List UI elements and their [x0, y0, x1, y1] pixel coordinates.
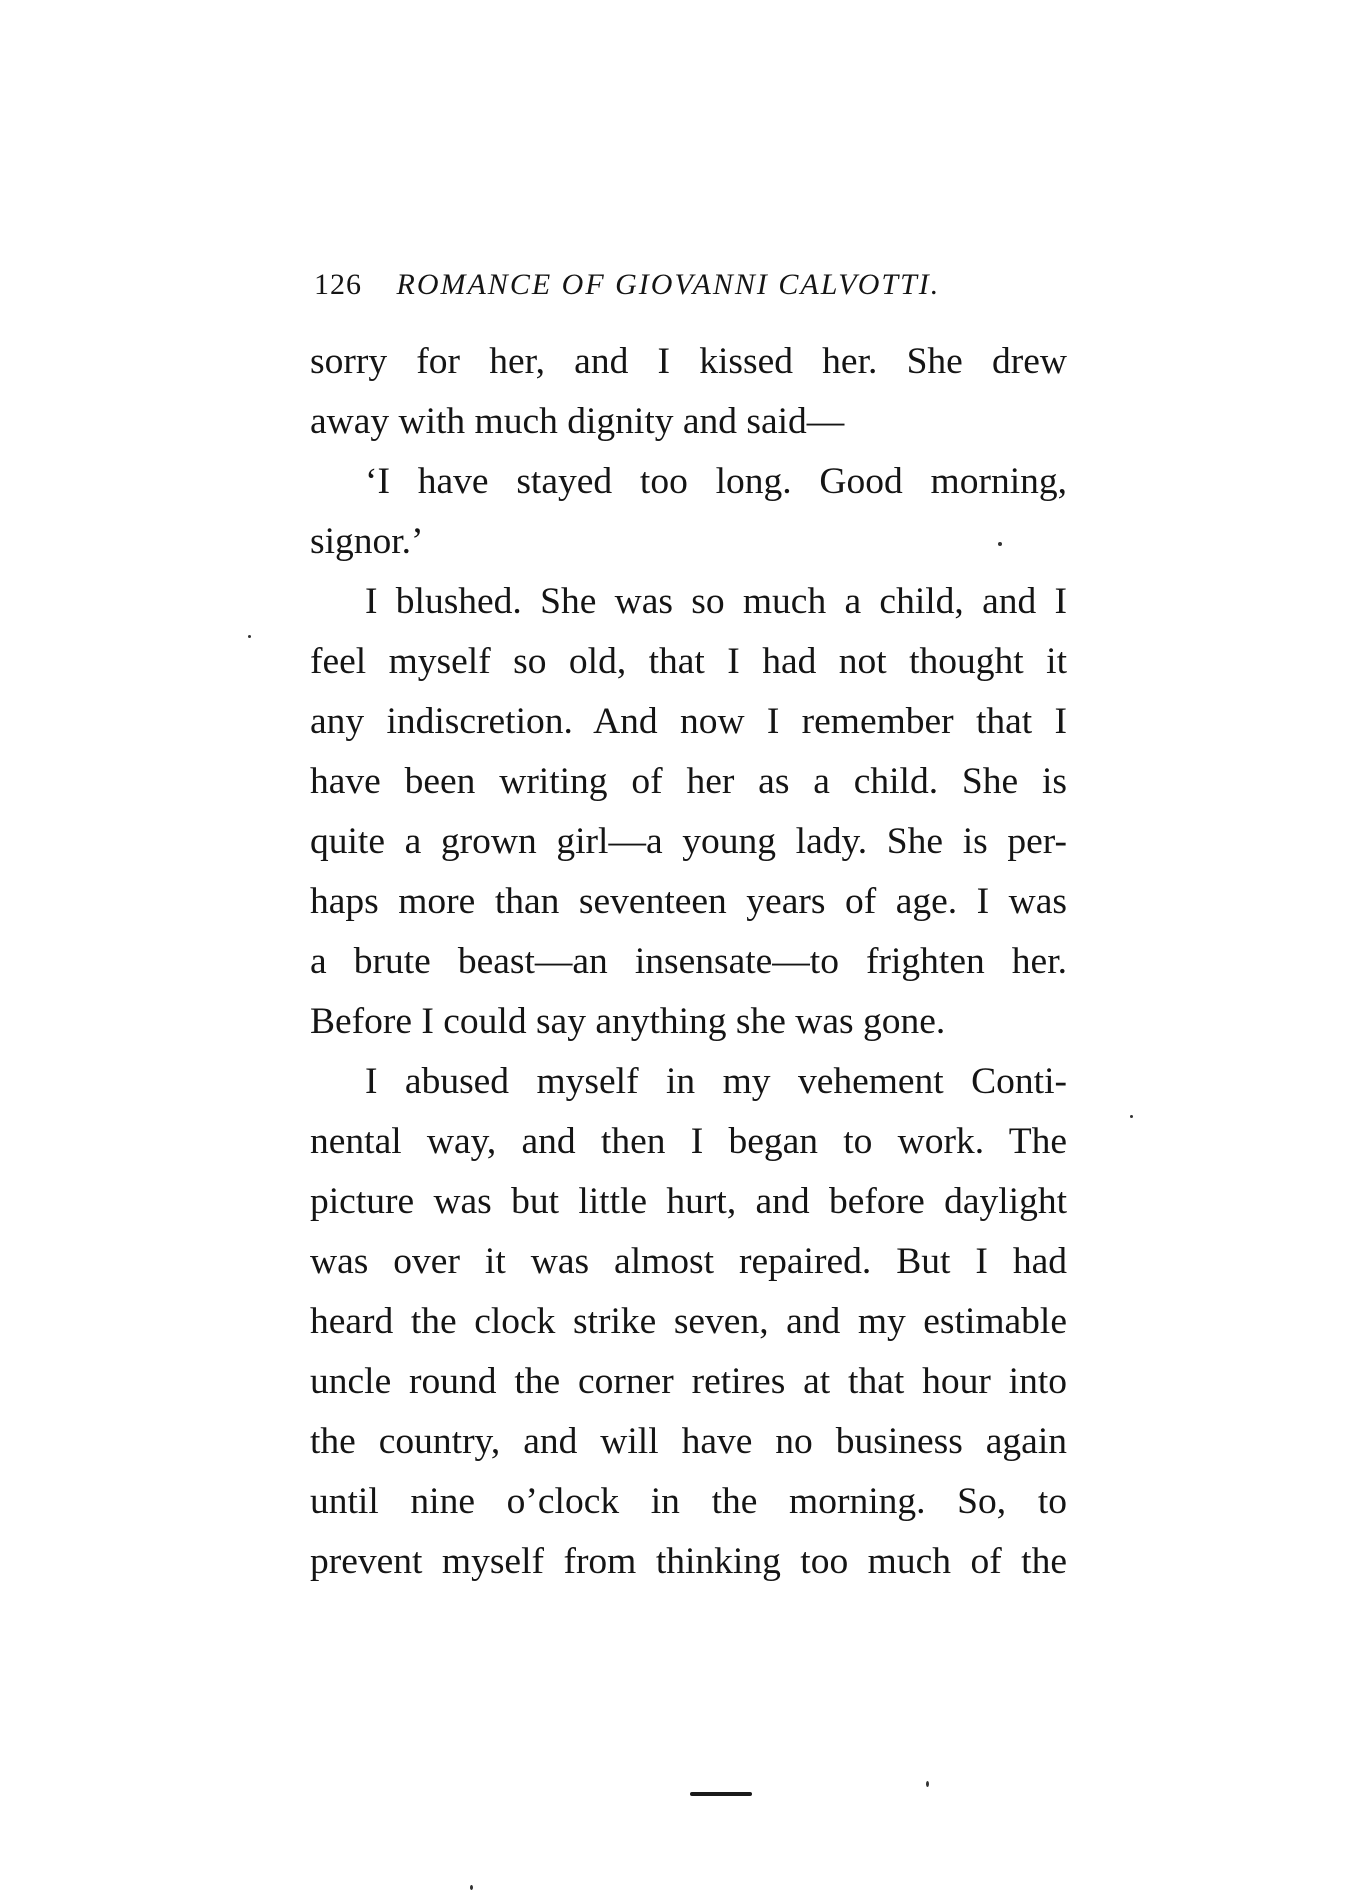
- text-line: ‘I have stayed too long. Good morning,: [365, 461, 1067, 502]
- running-head: [314, 268, 1074, 302]
- print-speck: [470, 1885, 473, 1890]
- print-speck: [926, 1781, 929, 1787]
- text-line: I blushed. She was so much a child, and I: [365, 581, 1067, 622]
- print-speck: [248, 635, 251, 638]
- page-number: 126: [314, 268, 362, 301]
- text-line: heard the clock strike seven, and my estimable: [310, 1301, 1067, 1342]
- text-line: prevent myself from thinking too much of the: [310, 1541, 1067, 1582]
- text-line: a brute beast—an insensate—to frighten her.: [310, 941, 1067, 982]
- text-line: I abused myself in my vehement Conti-: [365, 1061, 1067, 1102]
- print-speck: [998, 542, 1002, 546]
- body-text: [310, 332, 1067, 1592]
- print-speck: [1130, 1115, 1133, 1118]
- text-line: the country, and will have no business again: [310, 1421, 1067, 1462]
- text-line: any indiscretion. And now I remember that I: [310, 701, 1067, 742]
- footer-rule: [690, 1792, 752, 1796]
- text-line: signor.’: [310, 521, 424, 562]
- text-line: picture was but little hurt, and before daylight: [310, 1181, 1067, 1222]
- text-line: sorry for her, and I kissed her. She drew: [310, 341, 1067, 382]
- text-line: feel myself so old, that I had not thought it: [310, 641, 1067, 682]
- text-line: uncle round the corner retires at that hour into: [310, 1361, 1067, 1402]
- text-line: Before I could say anything she was gone.: [310, 1001, 946, 1042]
- text-line: haps more than seventeen years of age. I was: [310, 881, 1067, 922]
- text-line: was over it was almost repaired. But I had: [310, 1241, 1067, 1282]
- text-line: have been writing of her as a child. She is: [310, 761, 1067, 802]
- text-line: until nine o’clock in the morning. So, to: [310, 1481, 1067, 1522]
- text-line: away with much dignity and said—: [310, 401, 845, 442]
- text-line: nental way, and then I began to work. The: [310, 1121, 1067, 1162]
- running-title: ROMANCE OF GIOVANNI CALVOTTI.: [396, 268, 941, 301]
- text-line: quite a grown girl—a young lady. She is per-: [310, 821, 1067, 862]
